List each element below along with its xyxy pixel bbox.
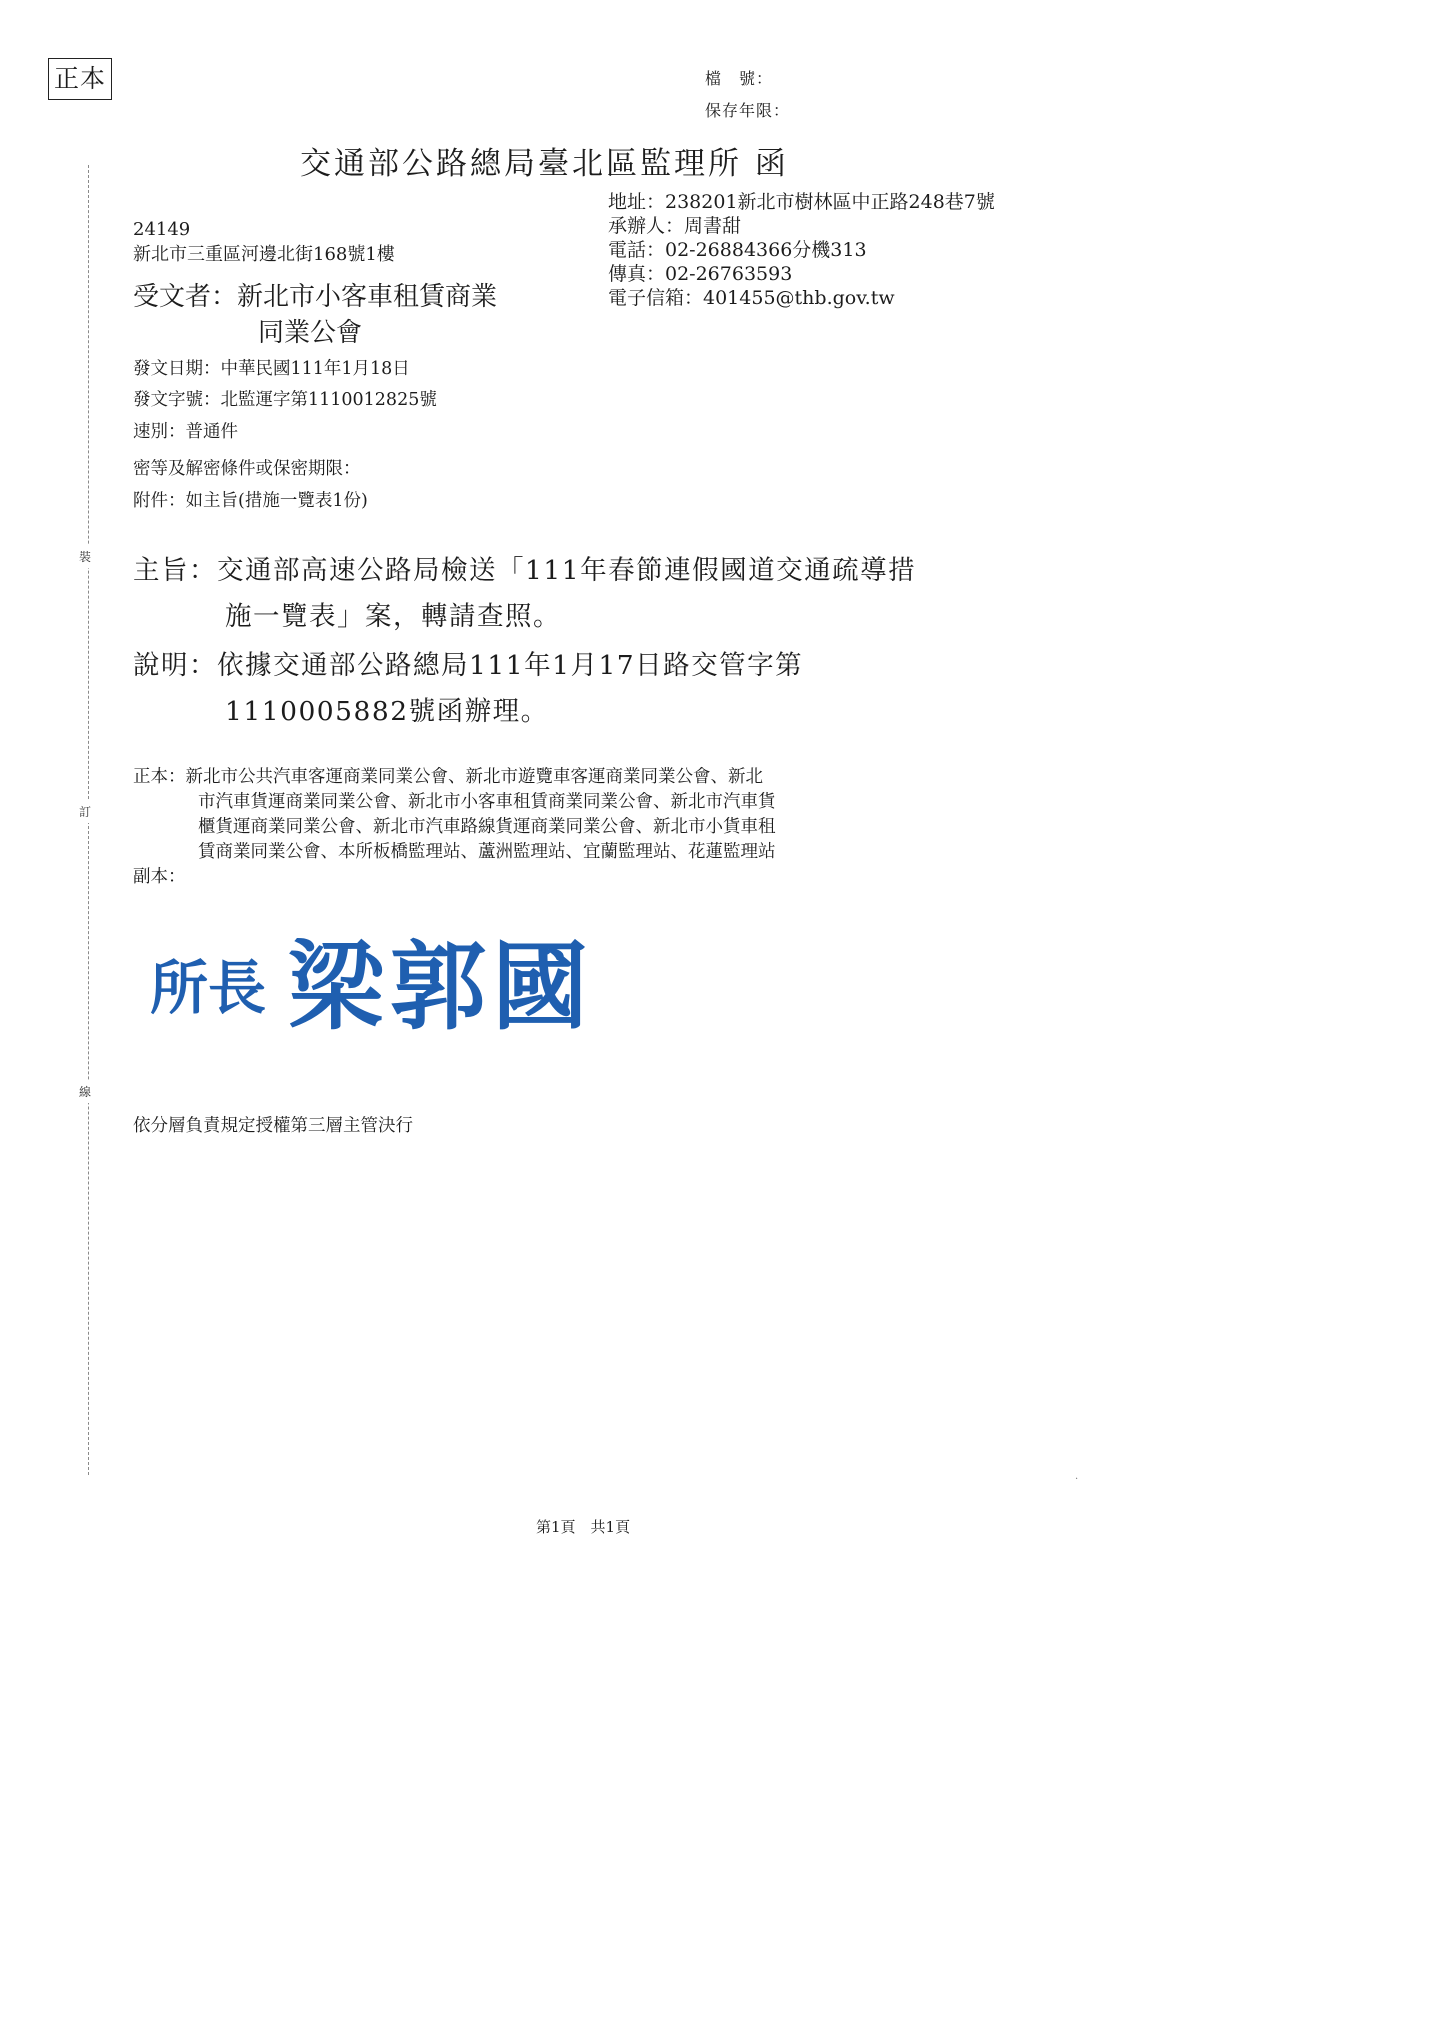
subject-line-1: 主旨：交通部高速公路局檢送「111年春節連假國道交通疏導措	[133, 555, 917, 586]
explanation-line-1: 說明：依據交通部公路總局111年1月17日路交管字第	[133, 650, 804, 681]
recipient-street-address: 新北市三重區河邊北街168號1樓	[133, 244, 395, 265]
confidentiality-line: 密等及解密條件或保密期限：	[133, 459, 361, 479]
subject-line-2: 施一覽表」案，轉請查照。	[225, 601, 561, 632]
sender-email: 電子信箱：401455@thb.gov.tw	[608, 287, 895, 309]
distribution-copy-label: 副本：	[133, 867, 186, 887]
binding-mark-xian: 線	[79, 1080, 91, 1103]
recipient-line-2: 同業公會	[258, 318, 363, 348]
signature-svg	[148, 922, 588, 1042]
sender-fax: 傳真：02-26763593	[608, 263, 793, 285]
copy-label-badge: 正本	[48, 58, 112, 100]
distribution-original-line-2: 市汽車貨運商業同業公會、新北市小客車租賃商業同業公會、新北市汽車貨	[198, 792, 776, 812]
issue-date: 發文日期：中華民國111年1月18日	[133, 359, 410, 379]
distribution-original-line-3: 櫃貨運商業同業公會、新北市汽車路線貨運商業同業公會、新北市小貨車租	[198, 817, 776, 837]
distribution-original-line-4: 賃商業同業公會、本所板橋監理站、蘆洲監理站、宜蘭監理站、花蓮監理站	[198, 842, 776, 862]
delegation-note: 依分層負責規定授權第三層主管決行	[133, 1116, 413, 1136]
document-number: 發文字號：北監運字第1110012825號	[133, 390, 437, 410]
signature-title: 所長	[150, 954, 267, 1022]
sender-address: 地址：238201新北市樹林區中正路248巷7號	[608, 191, 995, 213]
scan-mark: .	[1075, 1471, 1079, 1482]
delivery-speed: 速別：普通件	[133, 422, 238, 442]
recipient-address-block	[133, 217, 395, 267]
sender-handler: 承辦人：周書甜	[608, 215, 742, 237]
page-number: 第1頁 共1頁	[536, 1518, 631, 1536]
director-signature-stamp	[148, 922, 588, 1042]
recipient-block	[133, 279, 497, 351]
binding-mark-ding: 訂	[79, 800, 91, 823]
binding-mark-zhuang: 裝	[79, 545, 91, 568]
sender-contact-block	[608, 190, 995, 310]
explanation-line-2: 1110005882號函辦理。	[225, 696, 549, 727]
signature-name: 梁郭國	[288, 930, 588, 1042]
sender-phone: 電話：02-26884366分機313	[608, 239, 867, 261]
recipient-line-1: 受文者：新北市小客車租賃商業	[133, 282, 498, 312]
document-title: 交通部公路總局臺北區監理所 函	[300, 146, 789, 182]
distribution-original-line-1: 正本：新北市公共汽車客運商業同業公會、新北市遊覽車客運商業同業公會、新北	[133, 767, 763, 787]
attachment-line: 附件：如主旨(措施一覽表1份)	[133, 491, 368, 511]
retention-period-label: 保存年限：	[705, 101, 791, 120]
file-number-label: 檔 號：	[705, 69, 774, 88]
recipient-postal-code: 24149	[133, 219, 191, 240]
